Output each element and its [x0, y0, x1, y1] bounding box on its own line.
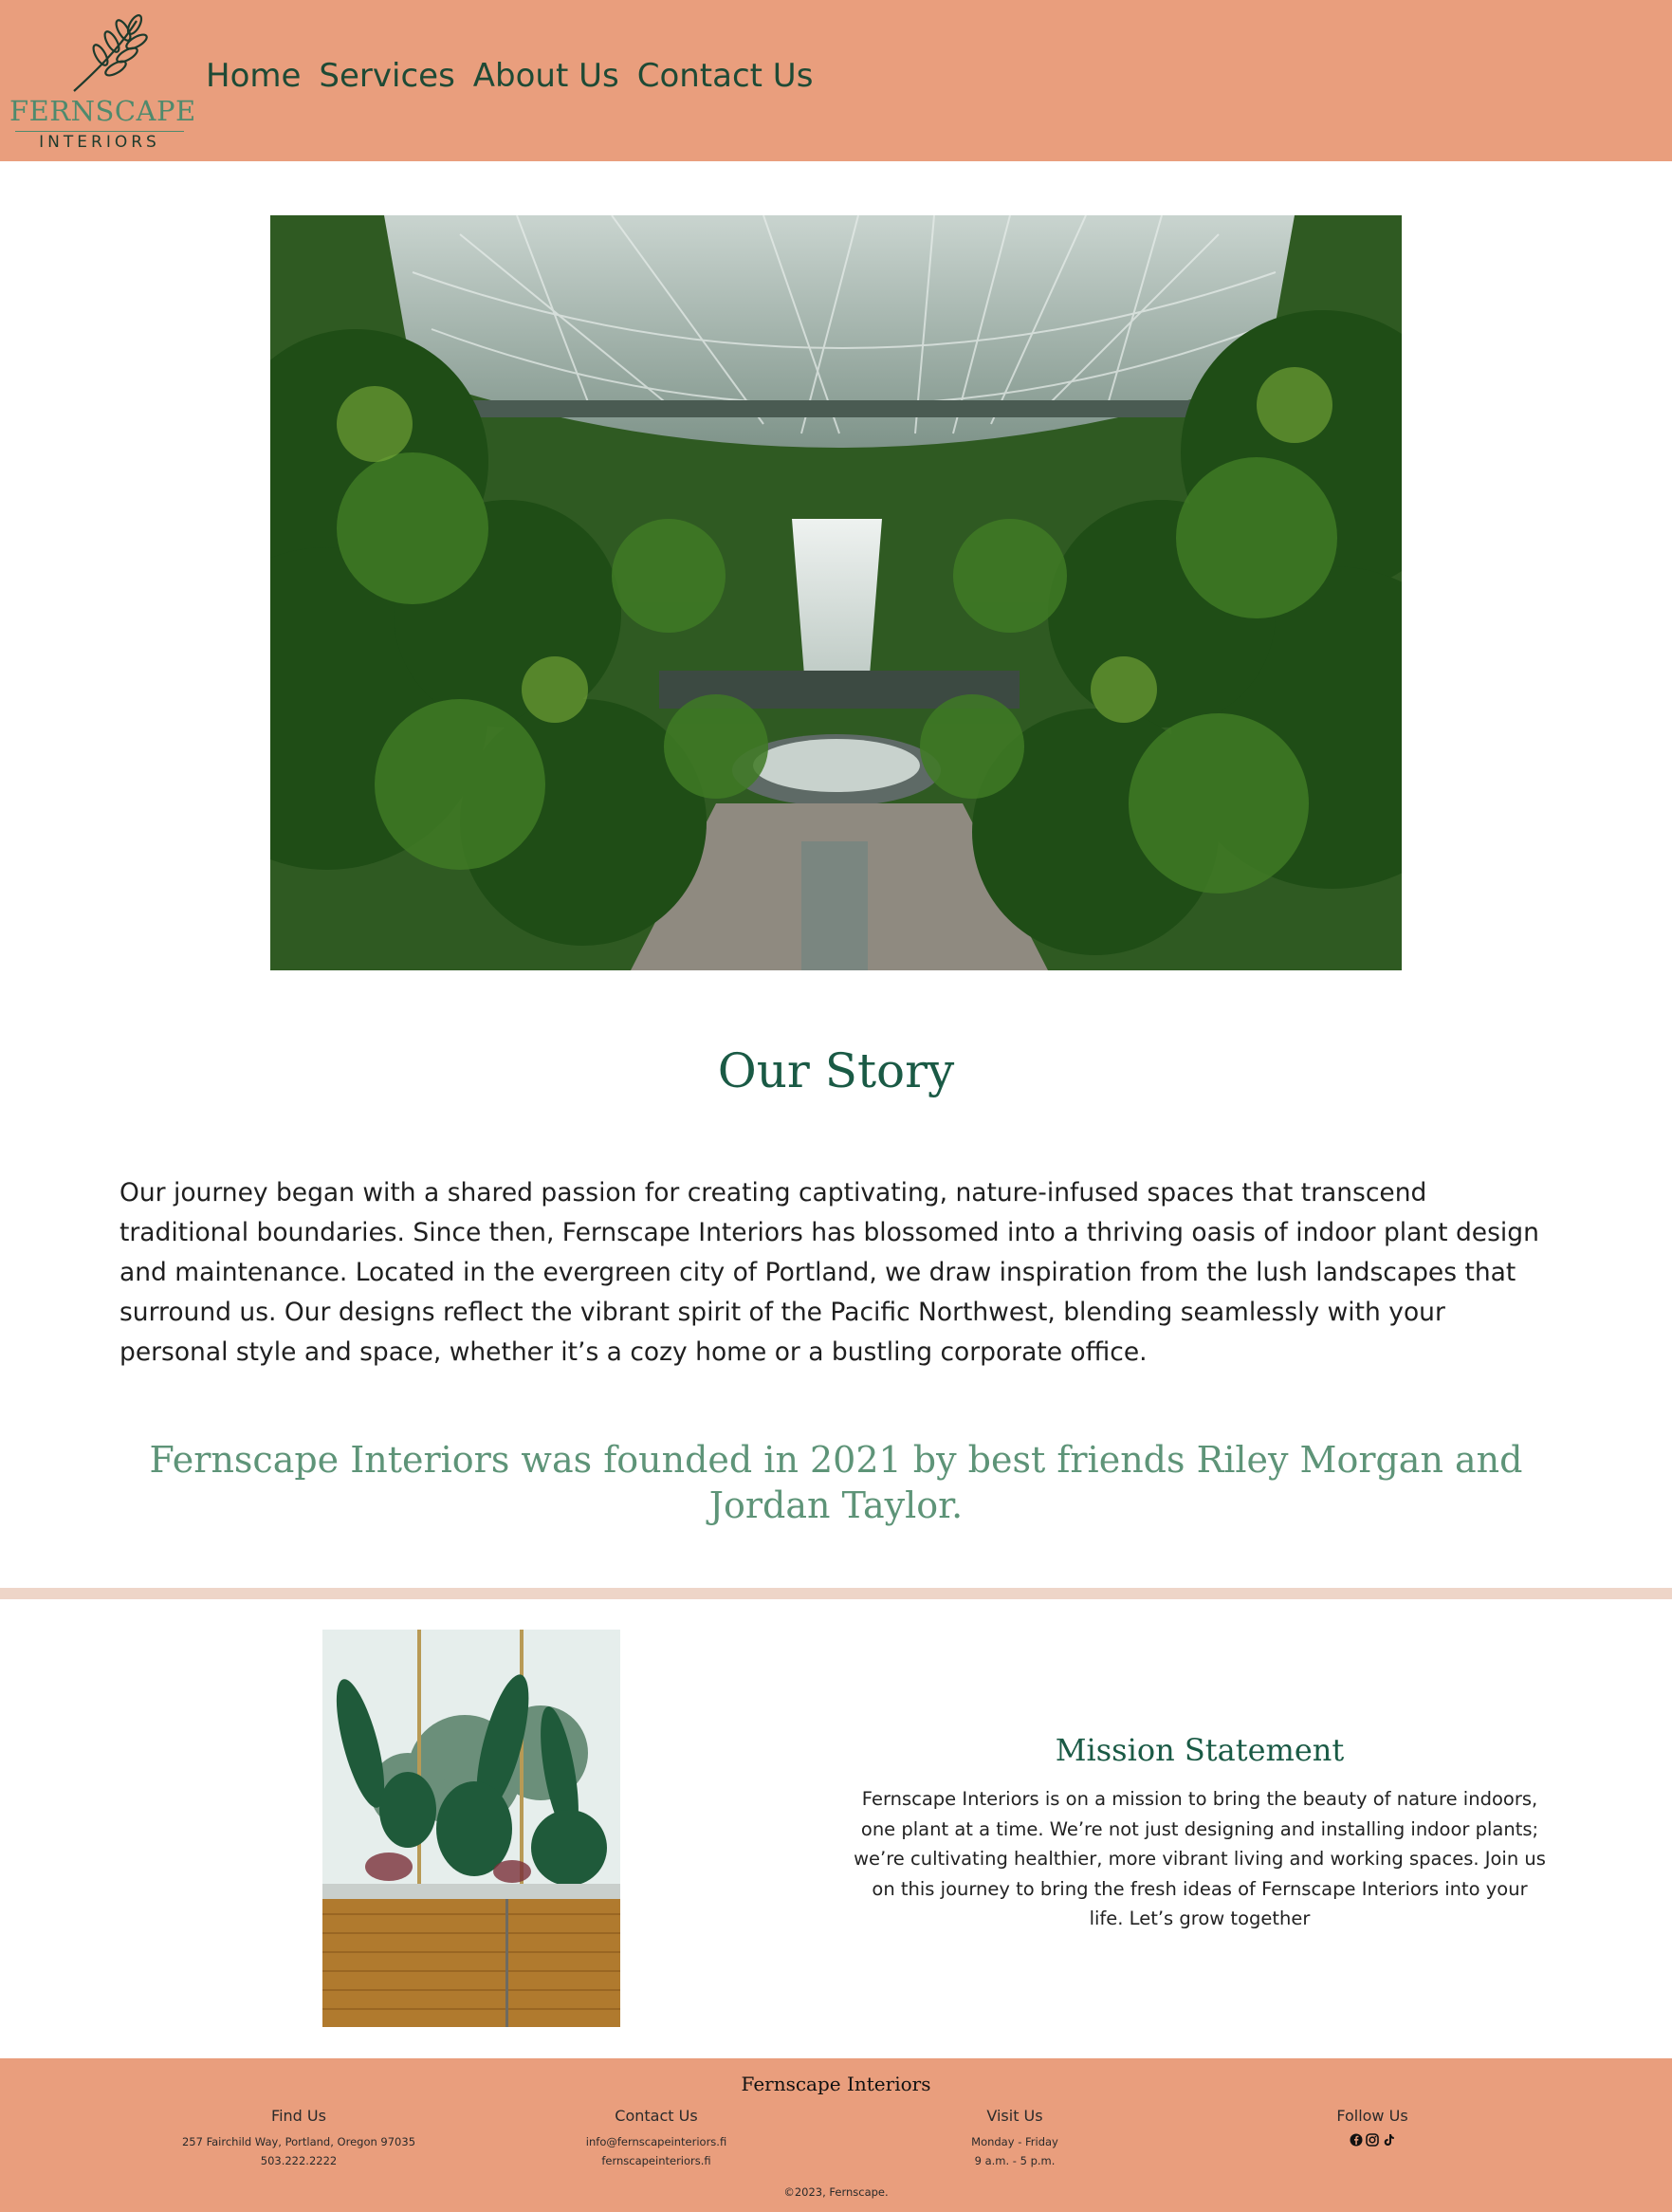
copyright: ©2023, Fernscape. — [783, 2185, 889, 2199]
nav-home[interactable]: Home — [206, 57, 302, 95]
footer-title: Fernscape Interiors — [741, 2073, 931, 2095]
site-footer — [0, 2058, 1672, 2212]
nav-services[interactable]: Services — [319, 57, 455, 95]
our-story-heading: Our Story — [717, 1043, 955, 1098]
site-header — [0, 0, 1672, 161]
find-us-heading: Find Us — [271, 2107, 326, 2125]
address: 257 Fairchild Way, Portland, Oregon 97035 — [181, 2135, 416, 2148]
email-link[interactable]: info@fernscapeinteriors.fi — [585, 2135, 727, 2148]
instagram-icon[interactable] — [1366, 2132, 1379, 2146]
nav-about-us[interactable]: About Us — [472, 57, 619, 95]
website-link[interactable]: fernscapeinteriors.fi — [601, 2154, 711, 2167]
mission-plant-image — [322, 1630, 620, 2027]
facebook-icon[interactable] — [1350, 2132, 1363, 2146]
footer-follow-us — [1230, 2107, 1515, 2146]
visit-hours: 9 a.m. - 5 p.m. — [974, 2154, 1056, 2167]
fernscape-logo[interactable] — [9, 9, 196, 152]
footer-visit-us — [873, 2107, 1157, 2170]
logo-wordmark: FERNSCAPE — [9, 95, 196, 127]
section-divider — [0, 1588, 1672, 1599]
follow-us-heading: Follow Us — [1336, 2107, 1408, 2125]
founded-statement: Fernscape Interiors was founded in 2021 by best friends Riley Morgan and Jordan Taylor. — [149, 1439, 1523, 1526]
contact-us-heading: Contact Us — [615, 2107, 698, 2125]
hero-image — [270, 215, 1402, 970]
visit-us-heading: Visit Us — [986, 2107, 1043, 2125]
mission-statement-heading: Mission Statement — [1055, 1732, 1345, 1768]
footer-contact-us — [514, 2107, 799, 2170]
fern-leaf-icon — [66, 13, 152, 99]
main-nav — [206, 57, 813, 96]
footer-find-us — [156, 2107, 441, 2170]
phone-number[interactable]: 503.222.2222 — [260, 2154, 338, 2167]
mission-statement-text: Fernscape Interiors is on a mission to bring the beauty of nature indoors, one plant at a time. We’re not just designing and installing indoor plants; we’re cultivating healthier, more vibrant living and working spaces. Join us on this journey to bring the fresh ideas of Fernscape Interiors into your life. Let’s grow together — [854, 1788, 1546, 1929]
our-story-text: Our journey began with a shared passion for creating captivating, nature-infused spaces that transcend traditional boundaries. Since then, Fernscape Interiors has blossomed into a thriving oasis of indoor plant design and maintenance. Located in the evergreen city of Portland, we draw inspiration from the lush landscapes that surround us. Our designs reflect the vibrant spirit of the Pacific Northwest, blending seamlessly with your personal style and space, whether it’s a cozy home or a bustling corporate office. — [119, 1178, 1539, 1367]
social-icons — [1230, 2132, 1515, 2146]
visit-days: Monday - Friday — [971, 2135, 1058, 2148]
nav-contact-us[interactable]: Contact Us — [636, 57, 814, 95]
tiktok-icon[interactable] — [1382, 2132, 1395, 2146]
logo-subtitle: INTERIORS — [39, 133, 160, 152]
logo-rule — [15, 131, 184, 132]
